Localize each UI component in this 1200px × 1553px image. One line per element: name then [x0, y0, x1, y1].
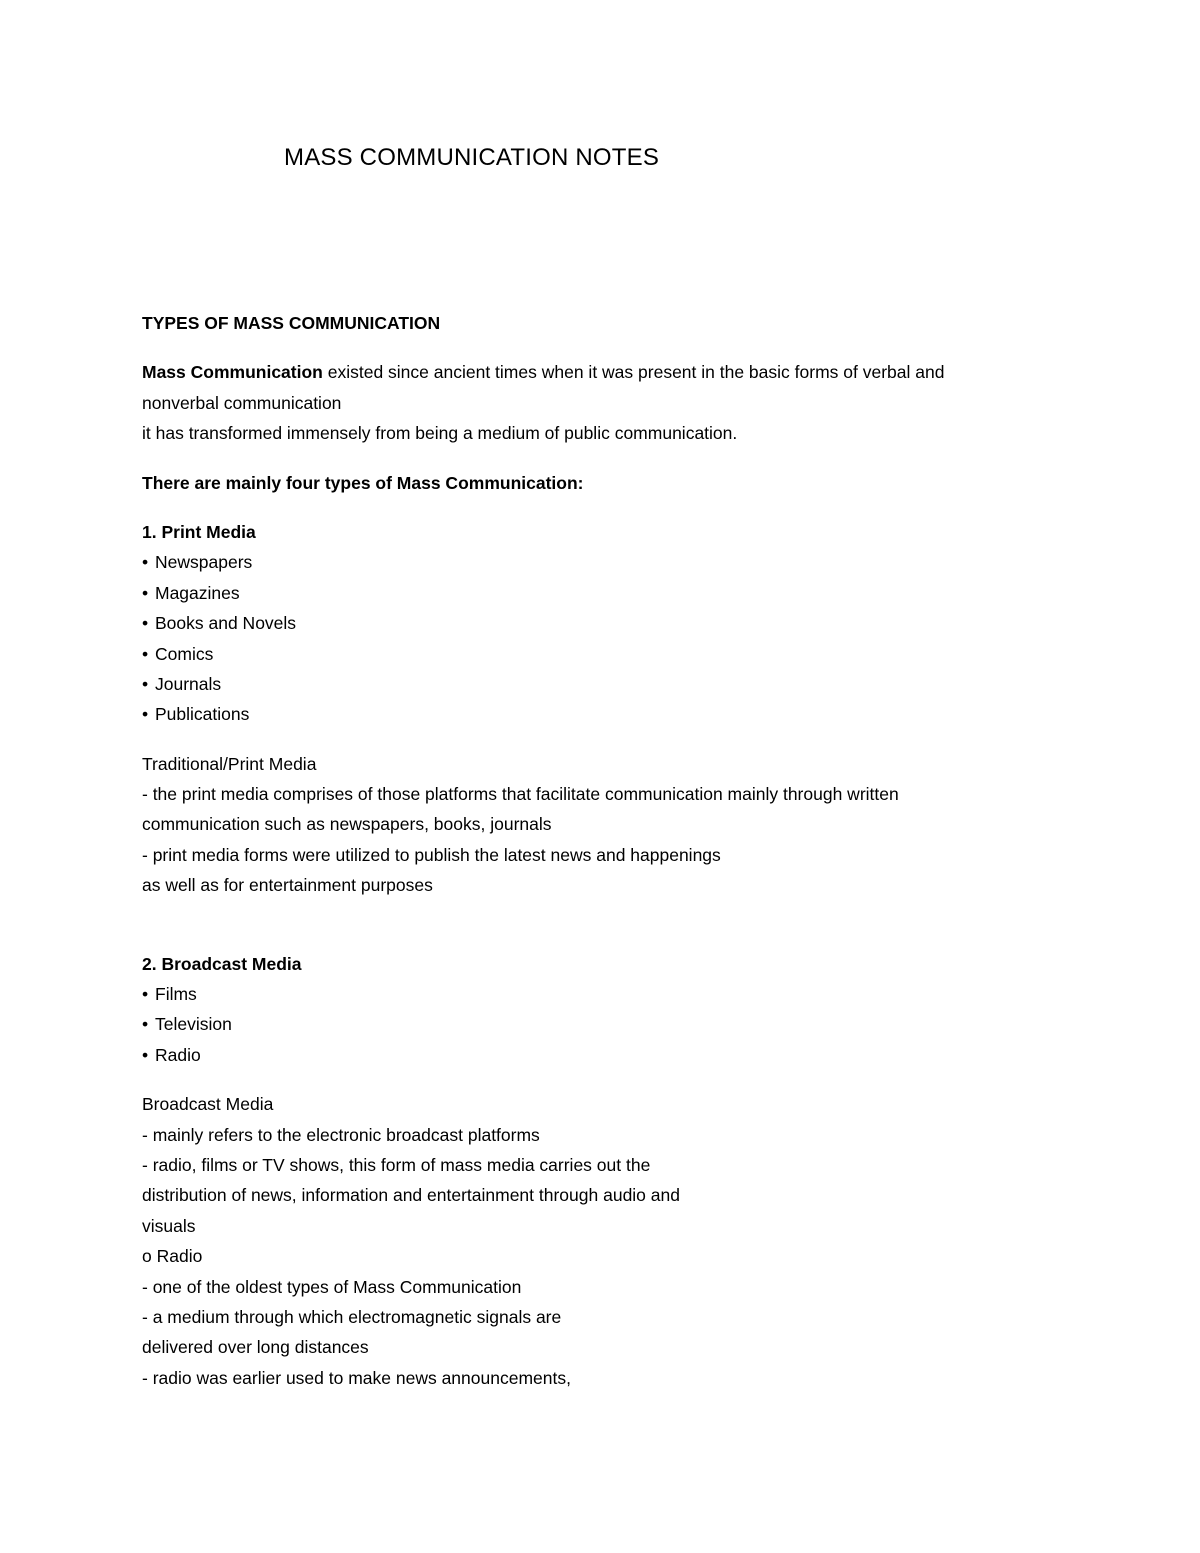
intro-line-1	[142, 357, 1102, 387]
print-media-heading: 1. Print Media	[142, 521, 256, 542]
print-media-section	[142, 517, 1102, 901]
list-item: • Radio	[142, 1040, 1102, 1070]
intro-lead-bold: Mass Communication	[142, 362, 323, 383]
list-item: • Publications	[142, 699, 1102, 729]
list-item: • Comics	[142, 639, 1102, 669]
intro-paragraph	[142, 357, 1102, 448]
text-line: - radio, films or TV shows, this form of mass media carries out the	[142, 1154, 651, 1175]
intro-lead-rest: existed since ancient times when it was present in the basic forms of verbal and	[322, 362, 945, 383]
text-line: - one of the oldest types of Mass Communication	[142, 1276, 522, 1297]
broadcast-media-heading: 2. Broadcast Media	[142, 953, 302, 974]
types-intro: There are mainly four types of Mass Communication:	[142, 472, 584, 493]
text-line: - mainly refers to the electronic broadcast platforms	[142, 1124, 540, 1145]
list-item: • Newspapers	[142, 547, 1102, 577]
text-line: communication such as newspapers, books, journals	[142, 814, 552, 835]
print-media-subheading: Traditional/Print Media	[142, 753, 317, 774]
list-item: • Books and Novels	[142, 608, 1102, 638]
text-line: - a medium through which electromagnetic signals are	[142, 1306, 562, 1327]
broadcast-media-subheading: Broadcast Media	[142, 1094, 274, 1115]
text-line: o Radio	[142, 1246, 203, 1267]
intro-line-3: it has transformed immensely from being a medium of public communication.	[142, 423, 738, 444]
text-line: distribution of news, information and entertainment through audio and	[142, 1185, 680, 1206]
list-item: • Films	[142, 979, 1102, 1009]
text-line: - the print media comprises of those platforms that facilitate communication mainly through written	[142, 784, 899, 805]
text-line: as well as for entertainment purposes	[142, 875, 433, 896]
text-line: - radio was earlier used to make news announcements,	[142, 1367, 571, 1388]
list-item: • Magazines	[142, 578, 1102, 608]
document-body	[142, 308, 1102, 1393]
text-line: delivered over long distances	[142, 1337, 369, 1358]
list-item: • Journals	[142, 669, 1102, 699]
intro-line-2: nonverbal communication	[142, 392, 342, 413]
document-title: MASS COMMUNICATION NOTES	[284, 144, 660, 171]
text-line: - print media forms were utilized to publish the latest news and happenings	[142, 844, 721, 865]
broadcast-media-section	[142, 949, 1102, 1393]
list-item: • Television	[142, 1009, 1102, 1039]
text-line: visuals	[142, 1215, 196, 1236]
section-heading: TYPES OF MASS COMMUNICATION	[142, 313, 441, 333]
